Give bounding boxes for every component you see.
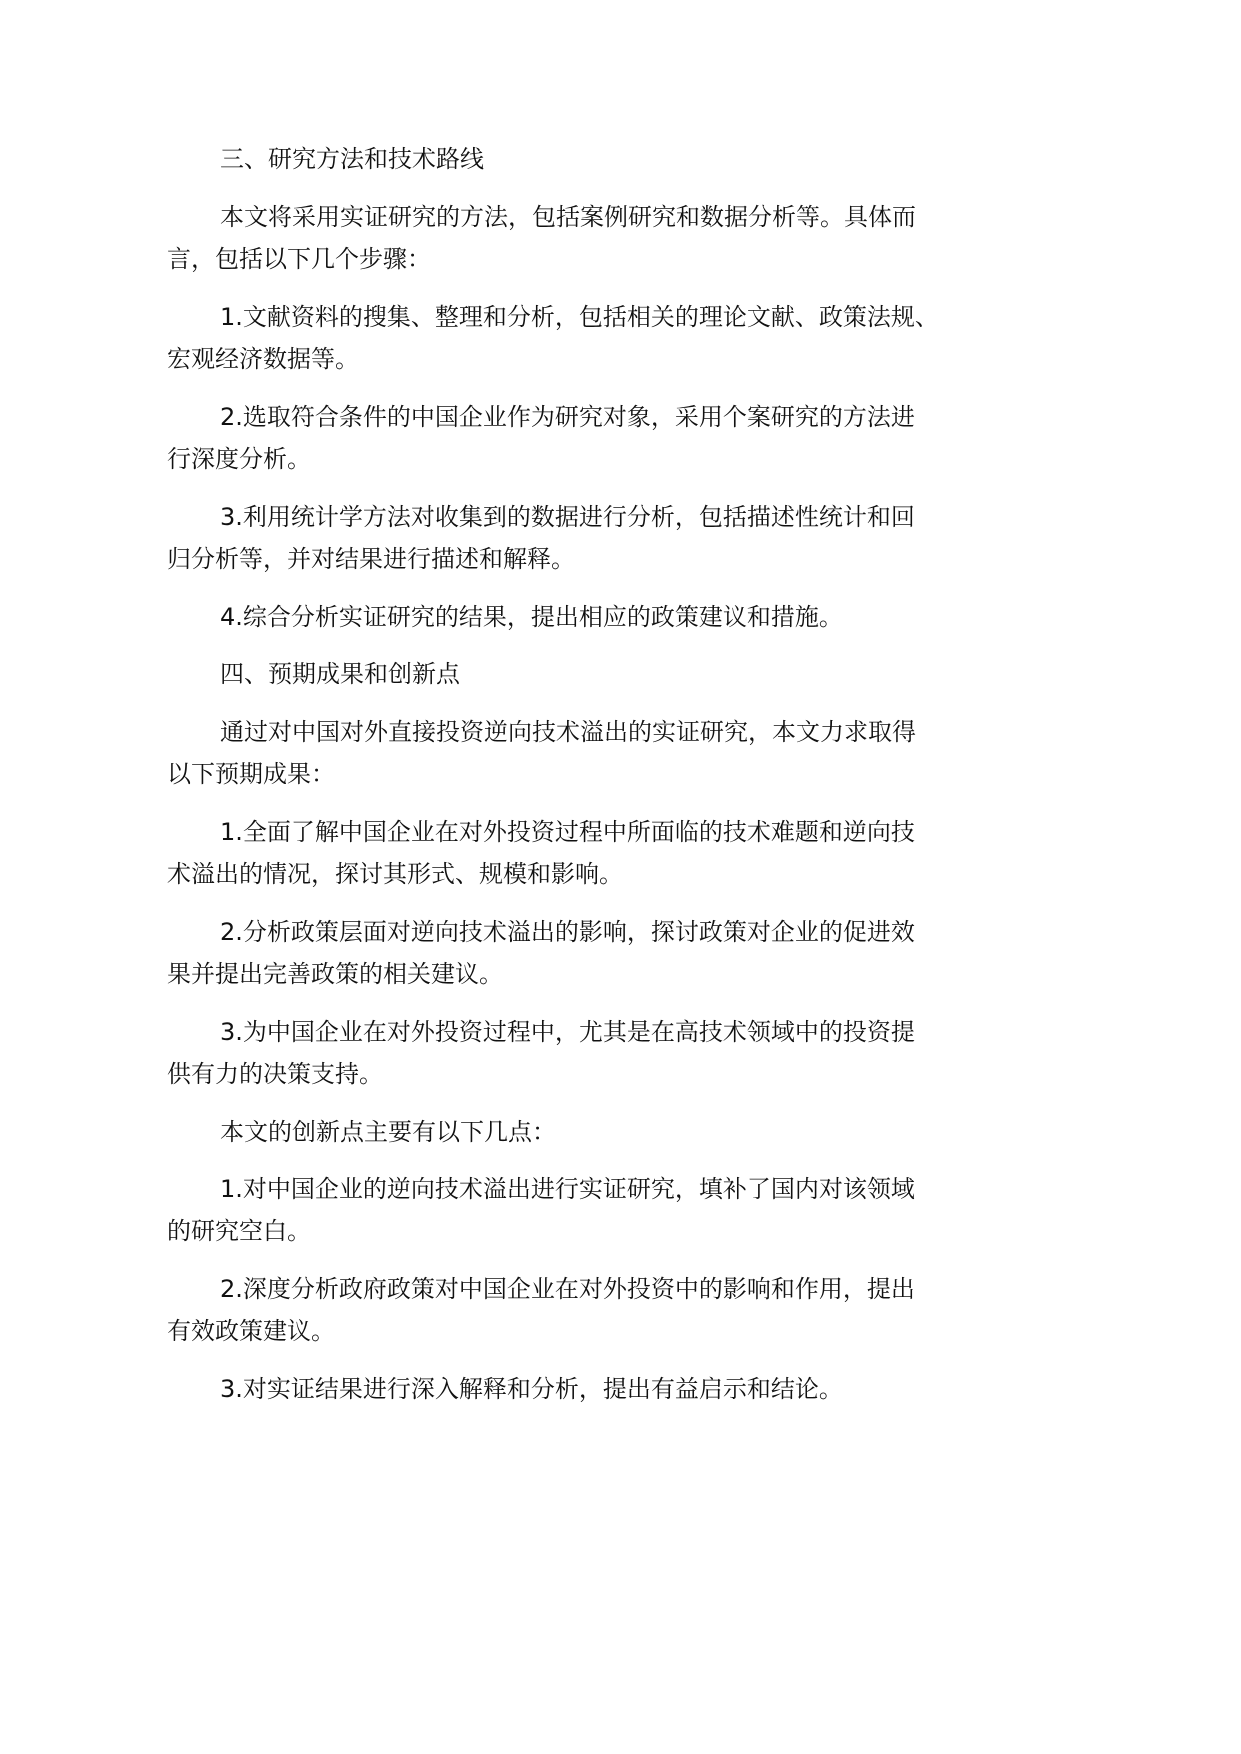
- list-item-line: 3.为中国企业在对外投资过程中，尤其是在高技术领域中的投资提: [220, 1018, 915, 1046]
- list-item-line: 果并提出完善政策的相关建议。: [167, 960, 503, 988]
- paragraph-line: 本文将采用实证研究的方法，包括案例研究和数据分析等。具体而: [220, 203, 916, 231]
- list-item-line: 2.分析政策层面对逆向技术溢出的影响，探讨政策对企业的促进效: [220, 918, 915, 946]
- list-item-line: 3.利用统计学方法对收集到的数据进行分析，包括描述性统计和回: [220, 503, 915, 531]
- list-item-line: 1.全面了解中国企业在对外投资过程中所面临的技术难题和逆向技: [220, 818, 915, 846]
- list-item-line: 归分析等，并对结果进行描述和解释。: [167, 545, 575, 573]
- list-item-line: 的研究空白。: [167, 1217, 311, 1245]
- list-item-line: 供有力的决策支持。: [167, 1060, 383, 1088]
- list-item-line: 宏观经济数据等。: [167, 345, 359, 373]
- paragraph-line: 以下预期成果：: [167, 760, 335, 788]
- list-item-line: 1.对中国企业的逆向技术溢出进行实证研究，填补了国内对该领域: [220, 1175, 915, 1203]
- paragraph-line: 通过对中国对外直接投资逆向技术溢出的实证研究，本文力求取得: [220, 718, 916, 746]
- section-heading-methods: 三、研究方法和技术路线: [220, 145, 484, 173]
- list-item-line: 3.对实证结果进行深入解释和分析，提出有益启示和结论。: [220, 1375, 843, 1403]
- list-item-line: 1.文献资料的搜集、整理和分析，包括相关的理论文献、政策法规、: [220, 303, 939, 331]
- list-item-line: 2.选取符合条件的中国企业作为研究对象，采用个案研究的方法进: [220, 403, 915, 431]
- paragraph-line: 言，包括以下几个步骤：: [167, 245, 431, 273]
- list-item-line: 2.深度分析政府政策对中国企业在对外投资中的影响和作用，提出: [220, 1275, 915, 1303]
- list-item-line: 行深度分析。: [167, 445, 311, 473]
- list-item-line: 4.综合分析实证研究的结果，提出相应的政策建议和措施。: [220, 603, 843, 631]
- list-item-line: 术溢出的情况，探讨其形式、规模和影响。: [167, 860, 623, 888]
- section-heading-outcomes: 四、预期成果和创新点: [220, 660, 460, 688]
- paragraph-line: 本文的创新点主要有以下几点：: [220, 1118, 556, 1146]
- list-item-line: 有效政策建议。: [167, 1317, 335, 1345]
